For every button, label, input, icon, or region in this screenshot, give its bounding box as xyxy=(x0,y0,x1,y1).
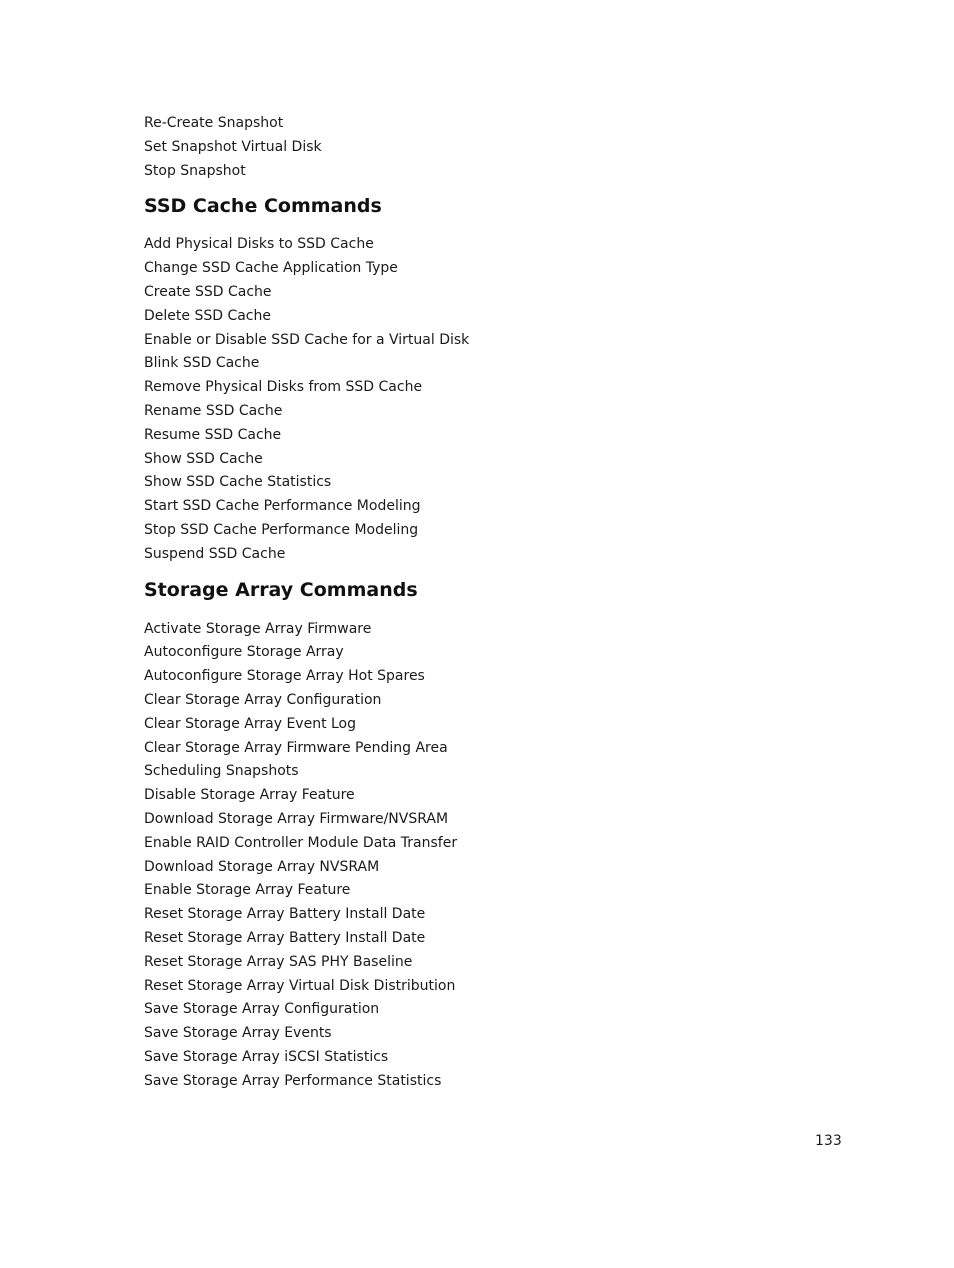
list-item[interactable]: Show SSD Cache xyxy=(144,450,263,467)
list-item[interactable]: Enable Storage Array Feature xyxy=(144,882,351,899)
list-item[interactable]: Stop SSD Cache Performance Modeling xyxy=(144,521,419,538)
page-content xyxy=(144,112,844,1093)
list-item[interactable]: Save Storage Array Performance Statistics xyxy=(144,1072,442,1089)
list-item[interactable]: Reset Storage Array Battery Install Date xyxy=(144,906,426,923)
list-item[interactable]: Disable Storage Array Feature xyxy=(144,787,355,804)
list-item[interactable]: Clear Storage Array Configuration xyxy=(144,691,382,708)
list-item[interactable]: Reset Storage Array SAS PHY Baseline xyxy=(144,953,413,970)
snapshot-command-list xyxy=(144,112,844,183)
storage-array-command-list xyxy=(144,618,844,1094)
list-item[interactable]: Download Storage Array NVSRAM xyxy=(144,858,380,875)
list-item[interactable]: Enable RAID Controller Module Data Transfer xyxy=(144,834,458,851)
list-item[interactable]: Download Storage Array Firmware/NVSRAM xyxy=(144,810,449,827)
list-item[interactable]: Clear Storage Array Event Log xyxy=(144,715,357,732)
list-item[interactable]: Autoconfigure Storage Array xyxy=(144,644,344,661)
list-item[interactable]: Activate Storage Array Firmware xyxy=(144,620,372,637)
list-item[interactable]: Re-Create Snapshot xyxy=(144,115,284,131)
list-item[interactable]: Set Snapshot Virtual Disk xyxy=(144,138,322,155)
ssd-cache-commands-heading: SSD Cache Commands xyxy=(144,195,382,218)
storage-array-commands-heading: Storage Array Commands xyxy=(144,578,418,601)
list-item[interactable]: Suspend SSD Cache xyxy=(144,545,286,562)
list-item[interactable]: Show SSD Cache Statistics xyxy=(144,474,332,491)
list-item[interactable]: Scheduling Snapshots xyxy=(144,763,299,780)
list-item[interactable]: Blink SSD Cache xyxy=(144,355,260,372)
list-item[interactable]: Save Storage Array Events xyxy=(144,1025,332,1042)
list-item[interactable]: Stop Snapshot xyxy=(144,162,246,179)
list-item[interactable]: Save Storage Array iSCSI Statistics xyxy=(144,1048,389,1065)
page-number: 133 xyxy=(815,1133,842,1149)
list-item[interactable]: Add Physical Disks to SSD Cache xyxy=(144,236,374,253)
list-item[interactable]: Enable or Disable SSD Cache for a Virtual Disk xyxy=(144,331,470,348)
list-item[interactable]: Delete SSD Cache xyxy=(144,307,271,324)
list-item[interactable]: Reset Storage Array Virtual Disk Distribution xyxy=(144,977,456,994)
list-item[interactable]: Save Storage Array Configuration xyxy=(144,1001,380,1018)
list-item[interactable]: Start SSD Cache Performance Modeling xyxy=(144,498,421,515)
list-item[interactable]: Reset Storage Array Battery Install Date xyxy=(144,929,426,946)
list-item[interactable]: Remove Physical Disks from SSD Cache xyxy=(144,379,423,396)
list-item[interactable]: Create SSD Cache xyxy=(144,283,272,300)
list-item[interactable]: Resume SSD Cache xyxy=(144,426,282,443)
list-item[interactable]: Rename SSD Cache xyxy=(144,402,283,419)
list-item[interactable]: Clear Storage Array Firmware Pending Area xyxy=(144,739,448,756)
list-item[interactable]: Autoconfigure Storage Array Hot Spares xyxy=(144,668,425,685)
ssd-cache-command-list xyxy=(144,233,844,566)
list-item[interactable]: Change SSD Cache Application Type xyxy=(144,260,398,277)
